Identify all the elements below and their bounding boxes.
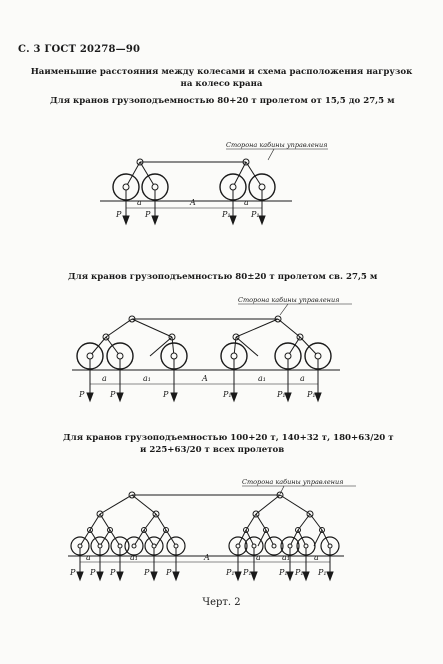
load-P1: P₁ [295, 568, 304, 577]
section-2-heading: Для кранов грузоподъемностью 80±20 т пролетом св. 27,5 м [68, 272, 378, 282]
axle [259, 184, 265, 190]
dim-a1: a₁ [143, 374, 151, 383]
load-P: P [70, 568, 76, 577]
load-P: P [110, 390, 116, 399]
load-P1: P₁ [277, 390, 286, 399]
load-P1: P₁ [222, 210, 231, 219]
dim-a: a [256, 553, 261, 562]
figure-title-line-1: Наименьшие расстояния между колесами и схема расположения нагрузок [30, 67, 413, 77]
load-P: P [166, 568, 172, 577]
dim-a: a [102, 374, 107, 383]
load-P: P [116, 210, 122, 219]
axle [152, 184, 158, 190]
load-P: P [144, 568, 150, 577]
load-P1: P₁ [307, 390, 316, 399]
page-header: С. 3 ГОСТ 20278—90 [18, 44, 141, 55]
load-P: P [163, 390, 169, 399]
dim-A: A [202, 374, 208, 383]
cabin-side-label-2: Сторона кабины управления [238, 296, 340, 304]
section-1-heading: Для кранов грузоподъемностью 80+20 т пролетом от 15,5 до 27,5 м [50, 96, 395, 106]
dim-a: a [314, 553, 319, 562]
load-P1: P₁ [243, 568, 252, 577]
load-P1: P₁ [226, 568, 235, 577]
diagram-3 [68, 478, 356, 580]
dim-a1: a₁ [282, 553, 290, 562]
section-3-heading-line-1: Для кранов грузоподъемностью 100+20 т, 140+32 т, 180+63/20 т [63, 433, 394, 443]
dim-a: a [86, 553, 91, 562]
figure-title-line-2: на колесо крана [180, 79, 263, 89]
figure-caption: Черт. 2 [202, 597, 241, 608]
load-P: P [110, 568, 116, 577]
axle [230, 184, 236, 190]
cabin-side-label-1: Сторона кабины управления [226, 141, 328, 149]
dim-a: a [300, 374, 305, 383]
load-P: P [79, 390, 85, 399]
diagram-1 [100, 141, 328, 224]
axle [123, 184, 129, 190]
load-P1: P₁ [279, 568, 288, 577]
leader-line [268, 149, 274, 160]
load-P1: P₁ [318, 568, 327, 577]
dim-A: A [190, 198, 196, 207]
leader-line [280, 304, 288, 315]
load-P1: P₁ [223, 390, 232, 399]
cabin-side-label-3: Сторона кабины управления [242, 478, 344, 486]
dim-a1: a₁ [258, 374, 266, 383]
load-P1: P₁ [251, 210, 260, 219]
load-P: P [90, 568, 96, 577]
dim-a: a [244, 198, 249, 207]
section-3-heading-line-2: и 225+63/20 т всех пролетов [140, 445, 285, 455]
diagram-2 [72, 296, 352, 401]
dim-A: A [204, 553, 210, 562]
dim-a: a [137, 198, 142, 207]
dim-a1: a₁ [130, 553, 138, 562]
load-P: P [145, 210, 151, 219]
